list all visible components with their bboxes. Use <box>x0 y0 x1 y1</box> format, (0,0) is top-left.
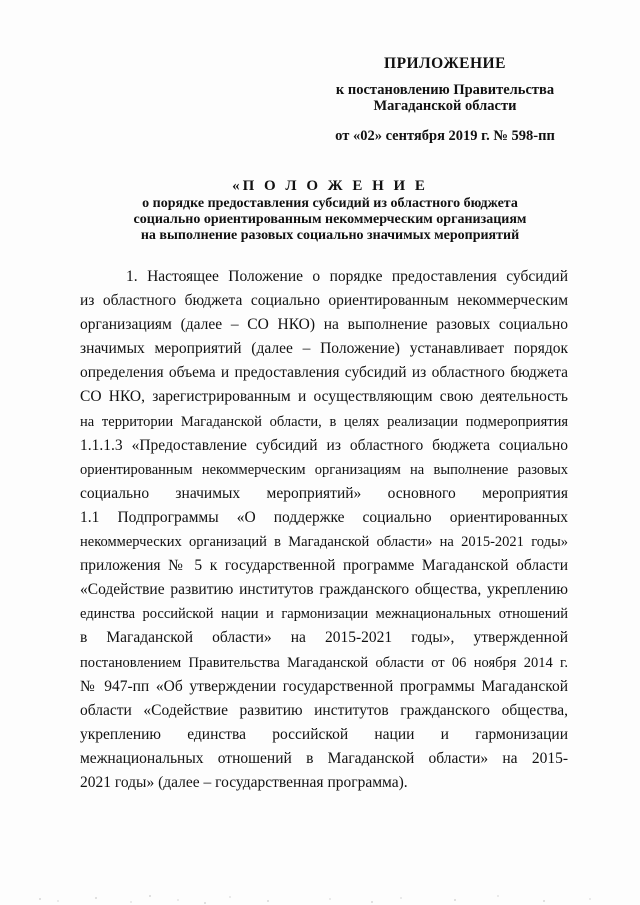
appendix-date-line: от «02» сентября 2019 г. № 598-пп <box>335 128 555 144</box>
paragraph-line: укреплению единства российской нации и гармонизации <box>80 725 568 743</box>
paragraph-line: межнациональных отношений в Магаданской области» на 2015- <box>80 749 568 767</box>
paragraph-line: 2021 годы» (далее – государственная программа). <box>80 773 408 791</box>
document-subtitle-line-3: на выполнение разовых социально значимых мероприятий <box>140 228 520 243</box>
paragraph-line: в Магаданской области» на 2015-2021 годы», утвержденной <box>80 629 568 647</box>
paragraph-line: социально значимых мероприятий» основного мероприятия <box>80 484 568 502</box>
paragraph-line: ориентированным некоммерческим организациям на выполнение разовых <box>80 461 568 478</box>
paragraph-line: постановлением Правительства Магаданской области от 06 ноября 2014 г. <box>80 654 568 671</box>
document-title: «П О Л О Ж Е Н И Е <box>232 178 428 194</box>
paragraph-line: на территории Магаданской области, в целях реализации подмероприятия <box>80 413 568 430</box>
paragraph-line: организациям (далее – СО НКО) на выполнение разовых социально <box>80 316 568 334</box>
document-subtitle-line-2: социально ориентированным некоммерческим организациям <box>133 212 527 227</box>
paragraph-line: из областного бюджета социально ориентированным некоммерческим <box>80 292 568 310</box>
paragraph-line: значимых мероприятий (далее – Положение) устанавливает порядок <box>80 340 568 358</box>
document-subtitle-line-1: о порядке предоставления субсидий из областного бюджета <box>142 196 518 211</box>
paragraph-line: определения объема и предоставления субсидий из областного бюджета <box>80 364 568 382</box>
paragraph-line: 1.1.1.3 «Предоставление субсидий из областного бюджета социально <box>80 436 568 454</box>
paragraph-line: СО НКО, зарегистрированным и осуществляющим свою деятельность <box>80 388 568 406</box>
paragraph-1 <box>80 265 568 795</box>
paragraph-line: единства российской нации и гармонизации межнациональных отношений <box>80 606 568 623</box>
paragraph-line: области «Содействие развитию институтов гражданского общества, <box>80 701 568 719</box>
appendix-title: ПРИЛОЖЕНИЕ <box>384 55 506 72</box>
paragraph-line: № 947-пп «Об утверждении государственной программы Магаданской <box>80 677 568 695</box>
appendix-resolution-line: к постановлению Правительства <box>335 82 555 98</box>
paragraph-line: приложения № 5 к государственной программе Магаданской области <box>80 557 568 575</box>
paragraph-line: «Содействие развитию институтов гражданского общества, укреплению <box>80 581 568 599</box>
paragraph-line: 1. Настоящее Положение о порядке предоставления субсидий <box>126 268 568 285</box>
scan-noise-decoration <box>0 887 640 905</box>
appendix-region-line: Магаданской области <box>373 98 517 114</box>
paragraph-line: некоммерческих организаций в Магаданской области» на 2015-2021 годы» <box>80 534 568 551</box>
paragraph-line: 1.1 Подпрограммы «О поддержке социально ориентированных <box>80 508 568 526</box>
